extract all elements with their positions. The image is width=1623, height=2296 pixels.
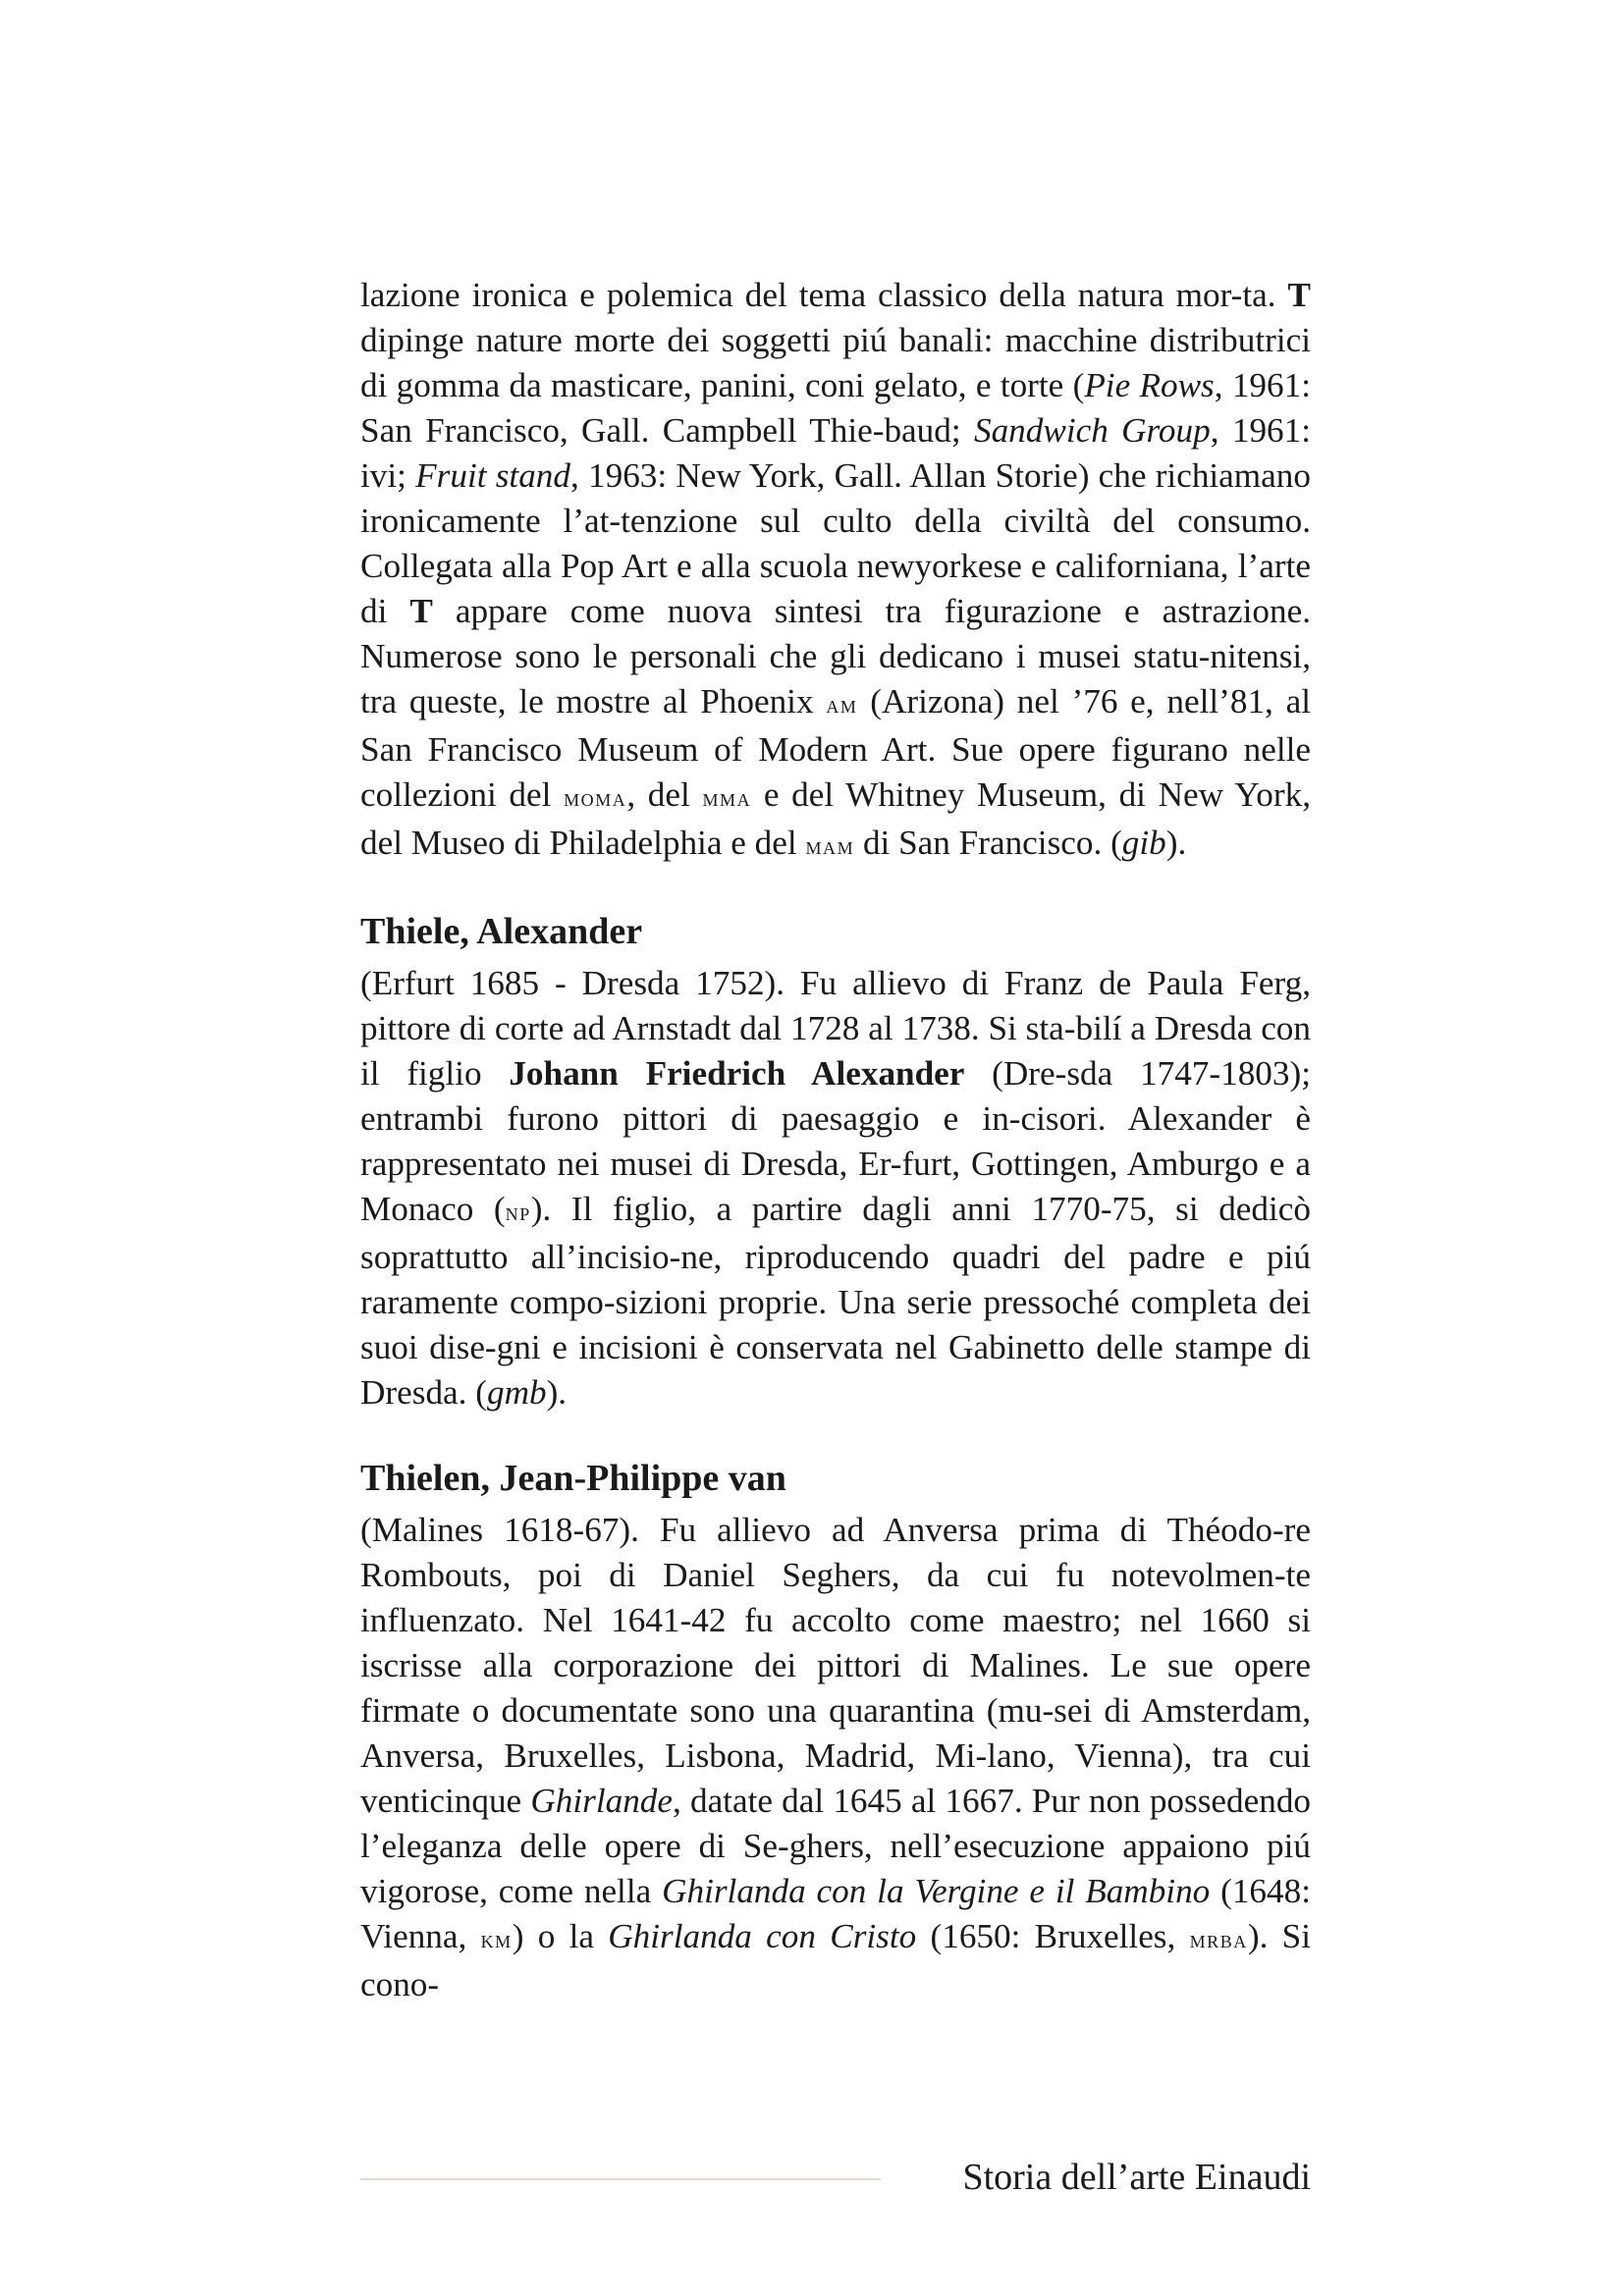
text-run: ). Si cono- bbox=[360, 1917, 1311, 2003]
text-run: ). bbox=[546, 1373, 568, 1412]
text-run: , 1961: ivi; bbox=[360, 411, 1311, 495]
artwork-title: Fruit stand bbox=[415, 456, 570, 495]
text-run: (Erfurt 1685 - Dresda 1752). Fu allievo di Franz de Paula Ferg, pittore di corte ad Arnstadt dal 1728 al 1738. Si sta-bilí a Dresda con il figlio bbox=[360, 964, 1311, 1093]
artwork-title: Ghirlanda con Cristo bbox=[608, 1917, 917, 1955]
text-run: e del Whitney Museum, di New York, del Museo di Philadelphia e del bbox=[360, 775, 1311, 862]
museum-abbreviation: mam bbox=[805, 831, 855, 860]
text-run: (1650: Bruxelles, bbox=[916, 1917, 1190, 1955]
entry-body-thielen bbox=[360, 1508, 1311, 2007]
museum-abbreviation: km bbox=[480, 1925, 513, 1953]
text-run: , 1963: New York, Gall. Allan Storie) che richiamano ironicamente l’at-tenzione sul culto della civiltà del consumo. Collegata alla Pop Art e alla scuola newyorkese e californiana, l’arte di bbox=[360, 456, 1311, 630]
author-initials: gib bbox=[1121, 824, 1166, 862]
text-run: , 1961: San Francisco, Gall. Campbell Thie-baud; bbox=[360, 366, 1311, 450]
text-run: , del bbox=[626, 775, 703, 814]
text-run: (Malines 1618-67). Fu allievo ad Anversa prima di Théodo-re Rombouts, poi di Daniel Seghers, da cui fu notevolmen-te influenzato. Nel 1641-42 fu accolto come maestro; nel 1660 si iscrisse alla corporazione dei pittori di Malines. Le sue opere firmate o documentate sono una quarantina (mu-sei di Amsterdam, Anversa, Bruxelles, Lisbona, Madrid, Mi-lano, Vienna), tra cui venticinque bbox=[360, 1511, 1311, 1820]
entry-body-thiele bbox=[360, 961, 1311, 1415]
person-name: Johann Friedrich Alexander bbox=[509, 1054, 965, 1093]
text-run: T bbox=[1287, 276, 1311, 314]
author-initials: gmb bbox=[486, 1373, 547, 1412]
text-run: ) o la bbox=[512, 1917, 609, 1955]
artwork-title: Pie Rows bbox=[1084, 366, 1215, 404]
artwork-title: Ghirlande bbox=[530, 1782, 673, 1820]
text-run: di San Francisco. ( bbox=[854, 824, 1122, 862]
text-run: (Dre-sda 1747-1803); entrambi furono pittori di paesaggio e in-cisori. Alexander è rappresentato nei musei di Dresda, Er-furt, Gottingen, Amburgo e a Monaco ( bbox=[360, 1054, 1311, 1228]
museum-abbreviation: am bbox=[826, 690, 858, 719]
museum-abbreviation: mrba bbox=[1189, 1925, 1248, 1953]
text-run: (1648: Vienna, bbox=[360, 1872, 1311, 1955]
entry-title-thielen: Thielen, Jean-Philippe van bbox=[360, 1458, 786, 1499]
footer-rule bbox=[360, 2178, 881, 2180]
artwork-title: Sandwich Group bbox=[973, 411, 1211, 450]
museum-abbreviation: np bbox=[505, 1198, 531, 1226]
artwork-title: Ghirlanda con la Vergine e il Bambino bbox=[662, 1872, 1211, 1910]
text-run: T bbox=[409, 592, 433, 630]
text-run: appare come nuova sintesi tra figurazione e astrazione. Numerose sono le personali che gli dedicano i musei statu-nitensi, tra queste, le mostre al Phoenix bbox=[360, 592, 1311, 721]
museum-abbreviation: moma bbox=[564, 783, 627, 812]
text-run: dipinge nature morte dei soggetti piú banali: macchine distributrici di gomma da masticare, panini, coni gelato, e torte ( bbox=[360, 321, 1311, 404]
text-run: lazione ironica e polemica del tema classico della natura mor-ta. bbox=[360, 276, 1288, 314]
entry-title-thiele: Thiele, Alexander bbox=[360, 911, 643, 952]
text-run: ). Il figlio, a partire dagli anni 1770-75, si dedicò soprattutto all’incisio-ne, riproducendo quadri del padre e piú raramente compo-sizioni proprie. Una serie pressoché completa dei suoi dise-gni e incisioni è conservata nel Gabinetto delle stampe di Dresda. ( bbox=[360, 1190, 1311, 1412]
page-content bbox=[360, 273, 1311, 2007]
text-run: (Arizona) nel ’76 e, nell’81, al San Francisco Museum of Modern Art. Sue opere figurano nelle collezioni del bbox=[360, 682, 1311, 814]
intro-paragraph bbox=[360, 273, 1311, 869]
text-run: ). bbox=[1165, 824, 1187, 862]
text-run: , datate dal 1645 al 1667. Pur non possedendo l’eleganza delle opere di Se-ghers, nell’esecuzione appaiono piú vigorose, come nella bbox=[360, 1782, 1312, 1910]
museum-abbreviation: mma bbox=[702, 783, 752, 812]
footer-publisher: Storia dell’arte Einaudi bbox=[962, 2157, 1311, 2198]
